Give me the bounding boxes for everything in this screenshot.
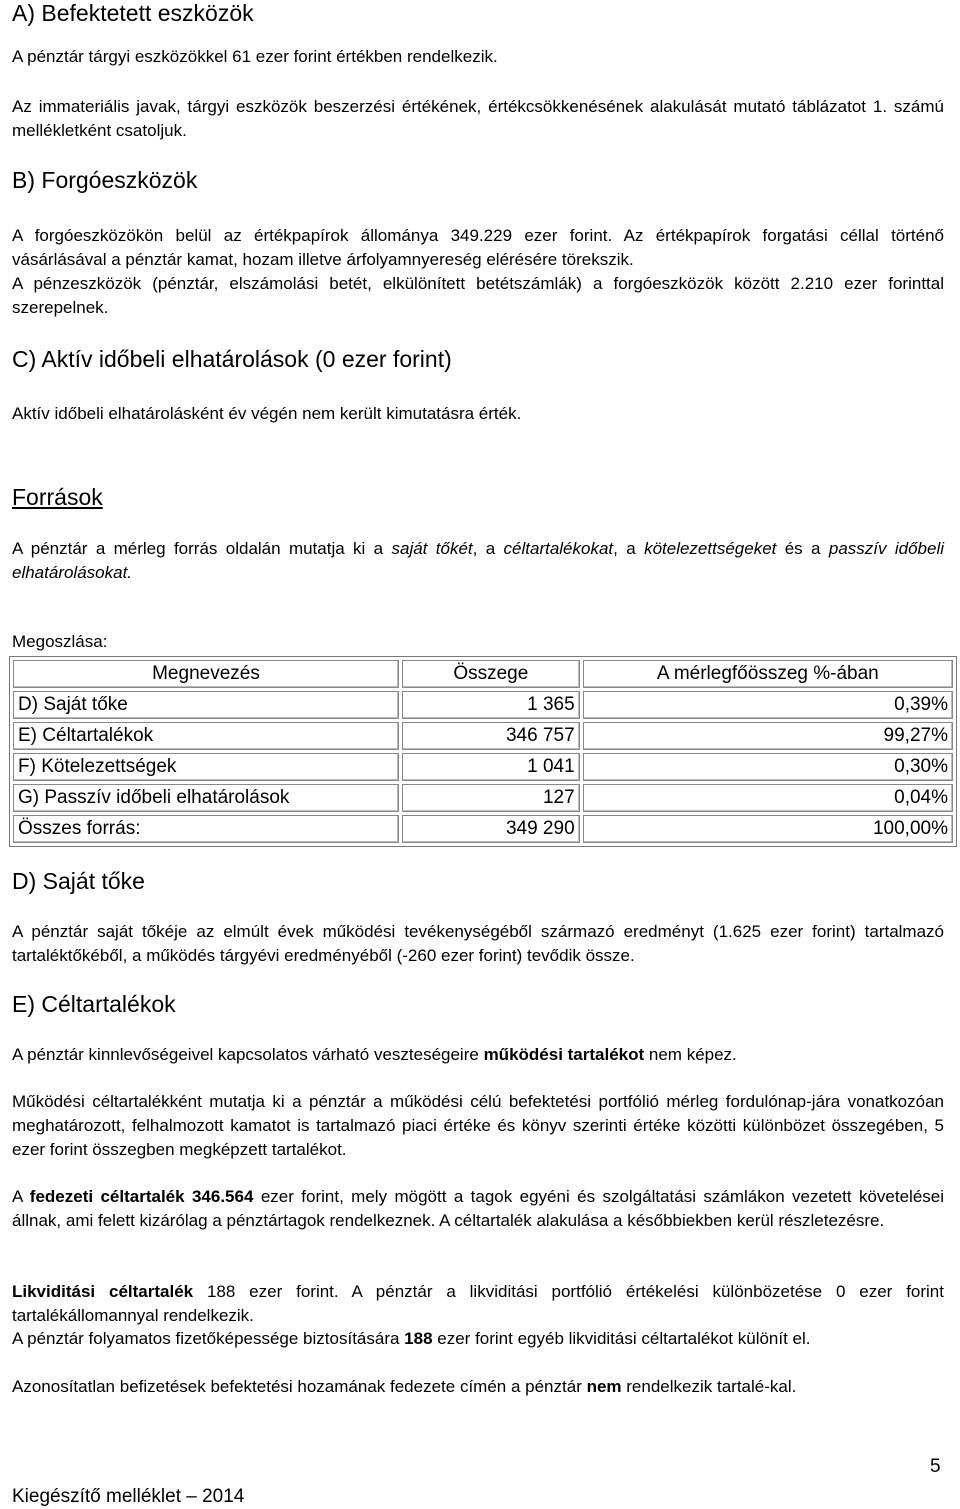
- table-cell: 0,39%: [583, 691, 953, 719]
- distribution-table-wrap: [12, 656, 948, 847]
- sources-title: Források: [12, 484, 103, 510]
- table-cell: E) Céltartalékok: [13, 722, 399, 750]
- table-cell: G) Passzív időbeli elhatárolások: [13, 784, 399, 812]
- header-cell: Megnevezés: [13, 660, 399, 688]
- distribution-table: [9, 656, 957, 847]
- table-cell: 0,30%: [583, 753, 953, 781]
- section-d-paragraph-1: A pénztár saját tőkéje az elmúlt évek működési tevékenységéből származó eredményt (1.625 ezer forint) tartalmazó tartaléktőkéből, a működés tárgyévi eredményéből (-260 ezer forint) tevődik össze.: [12, 922, 944, 966]
- table-cell: 100,00%: [583, 815, 953, 843]
- section-b-title: B) Forgóeszközök: [12, 167, 198, 193]
- section-b-paragraph-1: A forgóeszközökön belül az értékpapírok állománya 349.229 ezer forint. Az értékpapírok forgatási céllal történő vásárlásával a pénztár kamat, hozam illetve árfolyamnyereség elérésére törekszik.: [12, 226, 944, 270]
- table-row: [13, 784, 953, 812]
- table-cell: 1 041: [402, 753, 580, 781]
- table-cell: 127: [402, 784, 580, 812]
- section-d-title: D) Saját tőke: [12, 868, 145, 894]
- page-number: 5: [930, 1456, 941, 1477]
- table-cell: D) Saját tőke: [13, 691, 399, 719]
- section-a-paragraph-2: Az immateriális javak, tárgyi eszközök beszerzési értékének, értékcsökkenésének alakulását mutató táblázatot 1. számú mellékletként csatoljuk.: [12, 97, 944, 141]
- footer-text: Kiegészítő melléklet – 2014: [12, 1486, 245, 1507]
- section-c-paragraph-1: Aktív időbeli elhatárolásként év végén nem került kimutatásra érték.: [12, 404, 522, 423]
- table-row: [13, 722, 953, 750]
- table-cell: Összes forrás:: [13, 815, 399, 843]
- table-cell: 1 365: [402, 691, 580, 719]
- section-e-paragraph-2: Működési céltartalékként mutatja ki a pénztár a működési célú befektetési portfólió mérleg fordulónap-jára vonatkozóan meghatározott, felhalmozott kamatot is tartalmazó piaci értéke és könyv szerinti értéke közötti különbözet összegében, 5 ezer forint összegben megképzett tartalékot.: [12, 1092, 944, 1160]
- distribution-label: Megoszlása:: [12, 632, 108, 651]
- table-row: [13, 691, 953, 719]
- table-cell: F) Kötelezettségek: [13, 753, 399, 781]
- table-cell: 0,04%: [583, 784, 953, 812]
- section-e-paragraph-1: A pénztár kinnlevőségeivel kapcsolatos várható veszteségeire működési tartalékot nem képez.: [12, 1045, 737, 1064]
- section-e-paragraph-3: A fedezeti céltartalék 346.564 ezer forint, mely mögött a tagok egyéni és szolgáltatási számlákon vezetett követelései állnak, ami felett kizárólag a pénztártagok rendelkeznek. A céltartalék alakulása a későbbiekben kerül részletezésre.: [12, 1187, 945, 1231]
- section-e-title: E) Céltartalékok: [12, 991, 176, 1017]
- table-cell: 349 290: [402, 815, 580, 843]
- section-e-paragraph-4: Likviditási céltartalék 188 ezer forint. A pénztár a likviditási portfólió értékelési különbözetése 0 ezer forint tartalékállomannyal rendelkezik.: [12, 1282, 944, 1326]
- table-row: [13, 753, 953, 781]
- sources-paragraph: A pénztár a mérleg forrás oldalán mutatja ki a saját tőkét, a céltartalékokat, a kötelezettségeket és a passzív időbeli elhatárolásokat.: [12, 539, 944, 583]
- section-a-paragraph-1: A pénztár tárgyi eszközökkel 61 ezer forint értékben rendelkezik.: [12, 47, 498, 66]
- table-total-row: [13, 815, 953, 843]
- header-cell: Összege: [402, 660, 580, 688]
- section-e-paragraph-5: A pénztár folyamatos fizetőképessége biztosítására 188 ezer forint egyéb likviditási céltartalékot különít el.: [12, 1329, 811, 1348]
- header-cell: A mérlegfőösszeg %-ában: [583, 660, 953, 688]
- table-header-row: [13, 660, 953, 688]
- section-e-paragraph-6: Azonosítatlan befizetések befektetési hozamának fedezete címén a pénztár nem rendelkezik tartalé-kal.: [12, 1377, 797, 1396]
- section-a-title: A) Befektetett eszközök: [12, 0, 254, 26]
- section-c-title: C) Aktív időbeli elhatárolások (0 ezer forint): [12, 346, 452, 372]
- section-b-paragraph-2: A pénzeszközök (pénztár, elszámolási betét, elkülönített betétszámlák) a forgóeszközök között 2.210 ezer forinttal szerepelnek.: [12, 274, 944, 318]
- table-cell: 99,27%: [583, 722, 953, 750]
- table-cell: 346 757: [402, 722, 580, 750]
